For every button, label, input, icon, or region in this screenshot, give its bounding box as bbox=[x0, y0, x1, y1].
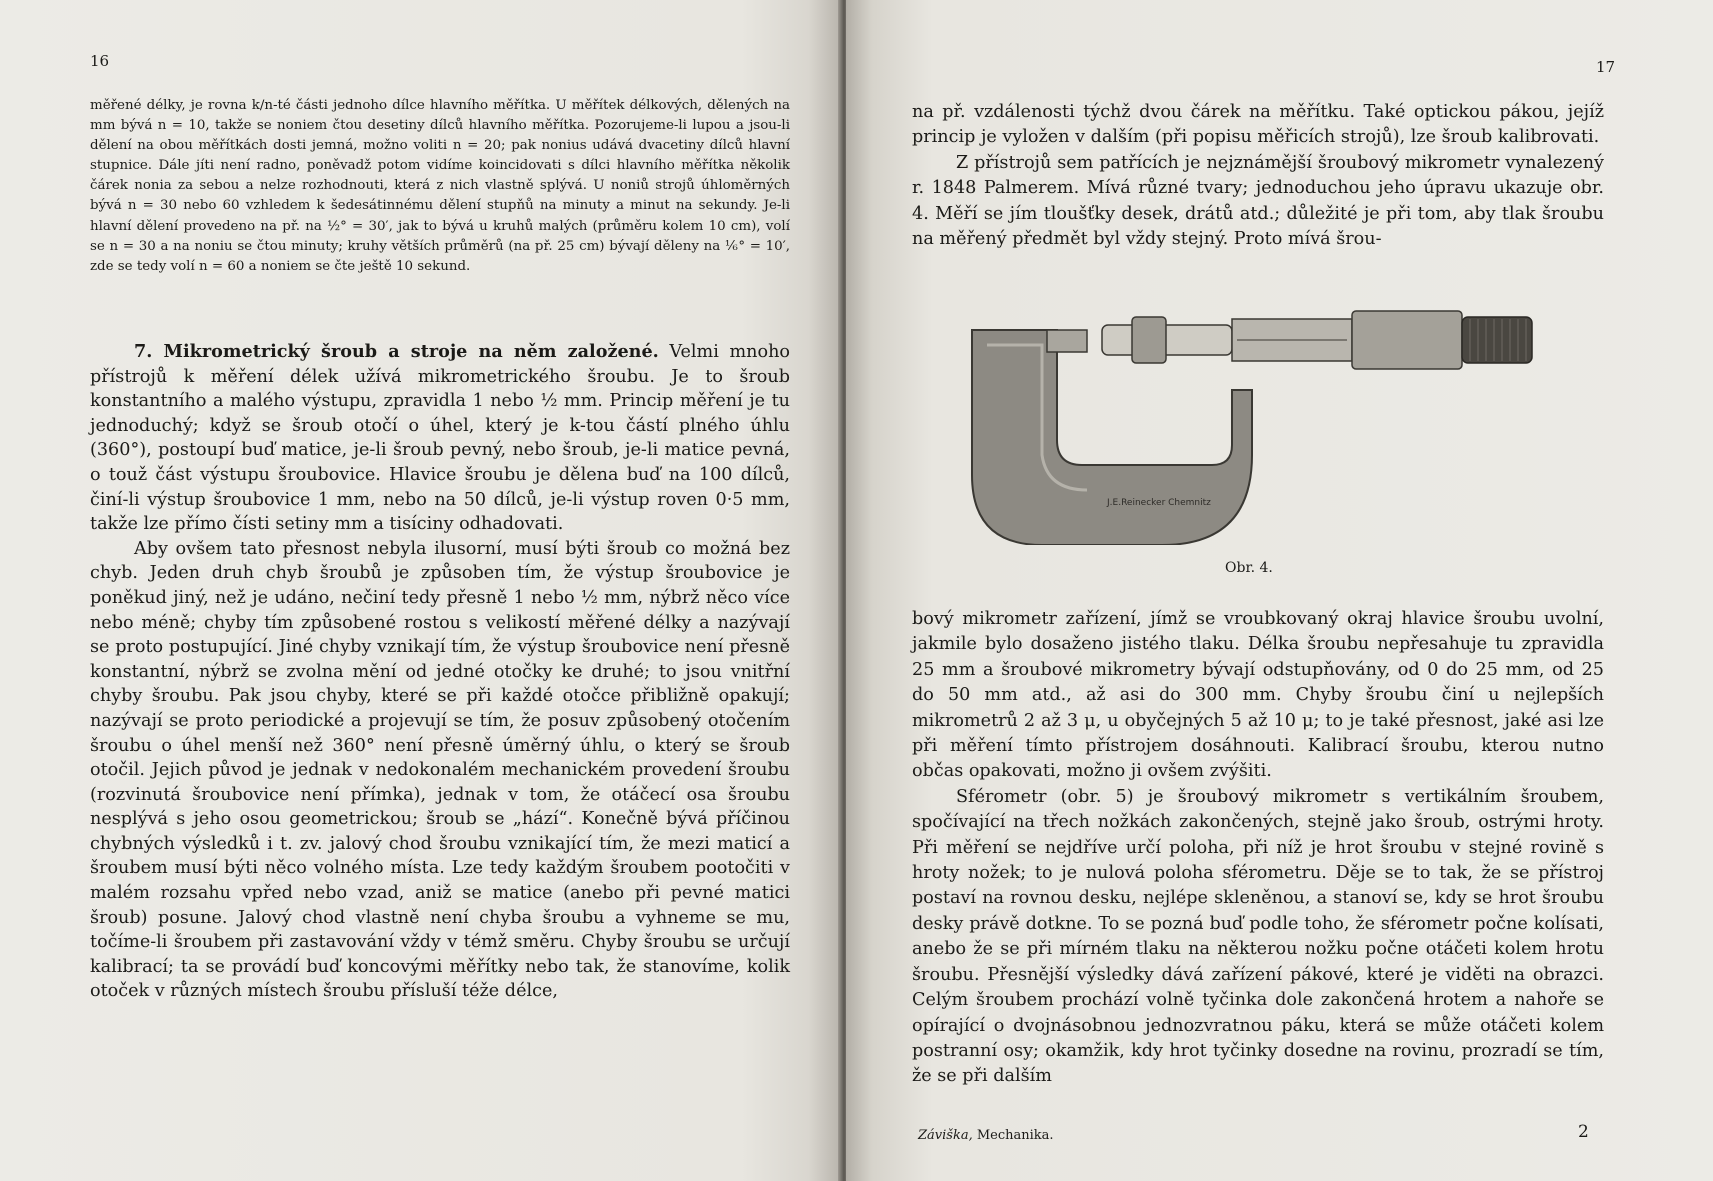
page-number-left: 16 bbox=[90, 52, 110, 70]
right-top-body bbox=[912, 100, 1604, 252]
anvil bbox=[1047, 330, 1087, 352]
lock-ring bbox=[1132, 317, 1166, 363]
figure-caption: Obr. 4. bbox=[1225, 560, 1273, 576]
micrometer-figure bbox=[952, 305, 1592, 545]
section-text: Velmi mnoho přístrojů k měření délek užívá mikrometrického šroubu. Je to šroub konstantního a malého výstupu, zpravidla 1 nebo ½ mm. Princip měření je tu jednoduchý; když se šroub otočí o úhel, který je k-tou částí plného úhlu (360°), postoupí buď matice, je-li šroub pevný, nebo šroub, je-li matice pevná, o touž část výstupu šroubovice. Hlavice šroubu je dělena buď na 100 dílců, činí-li výstup šroubovice 1 mm, nebo na 50 dílců, je-li výstup roven 0·5 mm, takže lze přímo čísti setiny mm a tisíciny odhadovati. bbox=[90, 342, 791, 535]
micrometer-frame bbox=[972, 330, 1252, 545]
spindle bbox=[1102, 325, 1232, 355]
screw-errors-paragraph: Aby ovšem tato přesnost nebyla ilusorní, musí býti šroub co možná bez chyb. Jeden druh chyb šroubů je způsoben tím, že výstup šroubovice je poněkud jiný, než je udáno, nečiní tedy přesně 1 nebo ½ mm, nýbrž něco více nebo méně; chyby tím způsobené rostou s velikostí měřené délky a nazývají se proto postupující. Jiné chyby vznikají tím, že výstup šroubovice není přesně konstantní, nýbrž se zvolna mění od jedné otočky ke druhé; to jsou vnitřní chyby šroubu. Pak jsou chyby, které se při každé otočce přibližně opakují; nazývají se proto periodické a projevují se tím, že posuv způsobený otočením šroubu o úhel menší než 360° není přesně úměrný úhlu, o který se šroub otočil. Jejich původ je jednak v nedokonalém mechanickém provedení šroubu (rozvinutá šroubovice není přímka), jednak v tom, že otáčecí osa šroubu nesplývá s jeho osou geometrickou; šroub se „hází“. Konečně bývá příčinou chybných výsledků i t. zv. jalový chod šroubu vznikající tím, že mezi maticí a šroubem musí býti něco volného místa. Lze tedy každým šroubem pootočiti v malém rozsahu vpřed nebo vzad, aniž se matice (anebo při pevné matici šroub) posune. Jalový chod vlastně není chyba šroubu a vyhneme se mu, točíme-li šroubem při zastavování vždy v témž směru. Chyby šroubu se určují kalibrací; ta se provádí buď koncovými měřítky nebo tak, že stanovíme, kolik otoček v různých místech šroubu přísluší téže délce, bbox=[90, 538, 790, 1002]
section-7-paragraph bbox=[90, 340, 790, 537]
micrometer-continuation: bový mikrometr zařízení, jímž se vroubkovaný okraj hlavice šroubu uvolní, jakmile bylo dosaženo jistého tlaku. Délka šroubu nepřesahuje tu zpravidla 25 mm a šroubové mikrometry bývají odstupňovány, od 0 do 25 mm, od 25 do 50 mm atd., až asi do 300 mm. Chyby šroubu činí u nejlepších mikrometrů 2 až 3 μ, u obyčejných 5 až 10 μ; to je také přesnost, jaké asi lze při měření tímto přístrojem dosáhnouti. Kalibrací šroubu, kterou nutno občas opakovati, možno ji ovšem zvýšiti. bbox=[912, 609, 1604, 782]
left-body bbox=[90, 340, 790, 1004]
signature-mark: 2 bbox=[1578, 1122, 1589, 1142]
nonius-small-print bbox=[90, 96, 790, 277]
spherometer-paragraph: Sférometr (obr. 5) je šroubový mikrometr s vertikálním šroubem, spočívající na třech nožkách zakončených, stejně jako šroub, ostrými hroty. Při měření se nejdříve určí poloha, při níž je hrot šroubu v stejné rovině s hroty nožek; to je nulová poloha sférometru. Děje se to tak, že se přístroj postaví na rovnou desku, nejlépe skleněnou, a stanoví se, kdy se hrot šroubu desky právě dotkne. To se pozná buď podle toho, že sférometr počne kolísati, anebo že se při mírném tlaku na některou nožku počne otáčeti kolem hrotu šroubu. Přesnější výsledky dává zařízení pákové, které je viděti na obrazci. Celým šroubem prochází volně tyčinka dole zakončená hrotem a nahoře se opírající o dvojnásobnou jednozvratnou páku, která se může otáčeti kolem postranní osy; okamžik, kdy hrot tyčinky dosedne na rovinu, prozradí se tím, že se při dalším bbox=[912, 786, 1604, 1087]
ratchet-knurl bbox=[1462, 317, 1532, 363]
footer-title: Mechanika. bbox=[976, 1128, 1054, 1143]
micrometer-paragraph: Z přístrojů sem patřících je nejznámější šroubový mikrometr vynalezený r. 1848 Palmerem. Mívá různé tvary; jednoduchou jeho úpravu ukazuje obr. 4. Měří se jím tloušťky desek, drátů atd.; důležité je při tom, aby tlak šroubu na měřený předmět byl vždy stejný. Proto mívá šrou- bbox=[912, 152, 1604, 250]
footer-author: Záviška, bbox=[918, 1128, 973, 1143]
right-bottom-body bbox=[912, 607, 1604, 1090]
nonius-paragraph: měřené délky, je rovna k/n-té části jednoho dílce hlavního měřítka. U měřítek délkových, dělených na mm bývá n = 10, takže se noniem čtou desetiny dílců hlavního měřítka. Pozorujeme-li lupou a jsou-li dělení na obou měřítkách dosti jemná, možno voliti n = 20; pak nonius udává dvacetiny dílců hlavní stupnice. Dále jíti není radno, poněvadž potom vidíme koincidovati s dílci hlavního měřítka několik čárek nonia za sebou a nelze rozhodnouti, která z nich vlastně splývá. U noniů strojů úhloměrných bývá n = 30 nebo 60 vzhledem k šedesátinnému dělení stupňů na minuty a minut na sekundy. Je-li hlavní dělení provedeno na př. na ½° = 30′, jak to bývá u kruhů malých (průměru kolem 10 cm), volí se n = 30 a na noniu se čtou minuty; kruhy větších průměrů (na př. 25 cm) bývají děleny na ⅙° = 10′, zde se tedy volí n = 60 a noniem se čte ještě 10 sekund. bbox=[90, 98, 790, 274]
calibration-continuation: na př. vzdálenosti týchž dvou čárek na měřítku. Také optickou pákou, jejíž princip je vyložen v dalším (při popisu měřicích strojů), lze šroub kalibrovati. bbox=[912, 102, 1604, 148]
page-number-right: 17 bbox=[1596, 58, 1616, 76]
section-heading: 7. Mikrometrický šroub a stroje na něm založené. bbox=[134, 341, 659, 362]
maker-mark: J.E.Reinecker Chemnitz bbox=[1107, 498, 1211, 508]
thimble bbox=[1352, 311, 1462, 369]
footer-signature bbox=[918, 1128, 1054, 1143]
